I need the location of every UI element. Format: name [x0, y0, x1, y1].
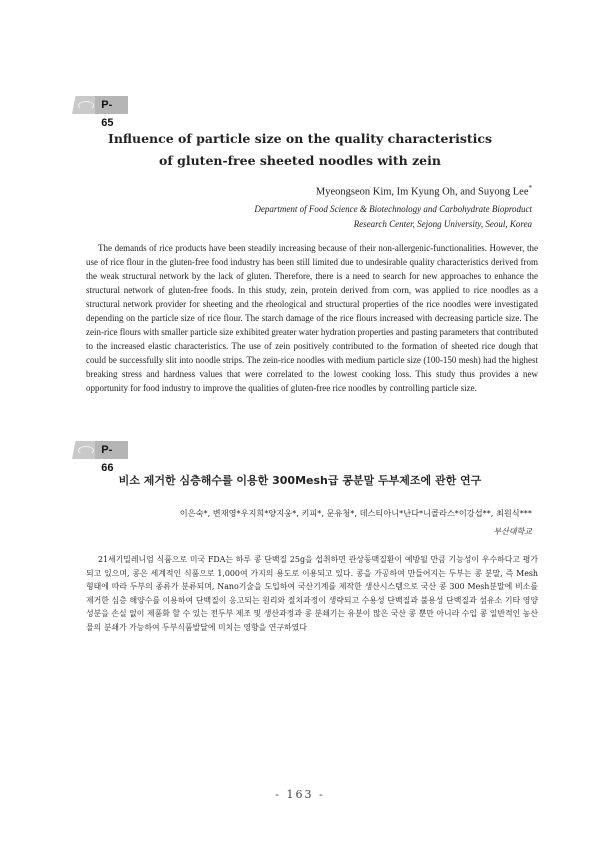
authors: Myeongseon Kim, Im Kyung Oh, and Suyong Lee [315, 186, 529, 198]
abstract-text: The demands of rice products have been steadily increasing because of their non-allergenic-functionalities. However, the use of rice flour in the gluten-free food industry has been still limited due to undesirable quality characteristics derived from the weak structural network by the lack of gluten. Therefore, there is a need to search for new approaches to enhance the structural network of gluten-free foods. In this study, zein, protein derived from corn, was applied to rice noodles as a structural network provider for sheeting and the rheological and structural properties of the rice noodles were investigated depending on the particle size of rice flour. The starch damage of the rice flours increased with decreasing particle size. The zein-rice flours with smaller particle size exhibited greater water hydration properties and pasting parameters that contributed to the increased elastic characteristics. The use of zein positively contributed to the formation of sheeted rice dough that could be successfully slit into noodle strips. The zein-rice noodles with medium particle size (100-150 mesh) had the highest breaking stress and hardness values that were correlated to the lowest cooking loss. This study thus provides a new opportunity for food industry to improve the qualities of gluten-free rice noodles by controlling particle size. [86, 243, 538, 393]
author-line [316, 184, 532, 198]
title-line-2: of gluten-free sheeted noodles with zein [159, 153, 441, 168]
paper-title [60, 128, 540, 172]
title-line-1: Influence of particle size on the quality characteristics [107, 131, 493, 146]
corresponding-mark: * [528, 184, 532, 192]
affiliation-line-2: Research Center, Sejong University, Seoul, Korea [353, 219, 532, 229]
affiliation-korean: 부산대학교 [493, 527, 532, 536]
paper-title-korean: 비소 제거한 심층해수를 이용한 300Mesh급 콩분말 두부제조에 관한 연구 [118, 474, 482, 487]
badge-label: P-65 [95, 96, 128, 114]
badge-label: P-66 [95, 441, 128, 459]
affiliation-line-1: Department of Food Science & Biotechnology and Carbohydrate Bioproduct [254, 204, 532, 214]
abstract-text-korean: 21세기밀레니엄 식품으로 미국 FDA는 하루 콩 단백질 25g을 섭취하면 관상동맥질환이 예방될 만큼 기능성이 우수하다고 평가되고 있으며, 콩은 세계적인 식품으로 1,000여 가지의 용도로 이용되고 있다. 콩을 가공하여 만들어지는 두부는 콩 분말, 즉 Mesh 형태에 따라 두부의 종류가 분류되며, Nano기술을 도입하여 국산기계를 제작한 생산시스템으로 국산 콩 300 Mesh분말에 비소를 제거한 심층 해양수를 이용하여 단백질이 응고되는 원리와 절치과정이 생략되고 수용성 단백질과 불용성 단백질과 섬유소 기타 영양성분을 손실 없이 제품화 할 수 있는 전두부 제조 및 생산과정과 콩 분쇄기는 유분이 많은 국산 콩 뿐만 아니라 수입 콩 일반적인 농산물의 분쇄가 가능하여 두부식품발달에 미치는 영향을 연구하였다 [86, 555, 538, 632]
section-badge-p66 [72, 441, 128, 474]
badge-tab-icon [72, 96, 95, 114]
author-line-korean: 이은숙*, 변재영*우지희*양지웅*, 키피*, 문유청*, 데스티아니*난다*니콜라스*이강섭**, 최원식*** [179, 508, 532, 518]
page-number: - 163 - [275, 788, 325, 801]
section-badge-p65 [72, 96, 128, 129]
affiliation [254, 202, 532, 232]
badge-tab-icon [72, 441, 95, 459]
